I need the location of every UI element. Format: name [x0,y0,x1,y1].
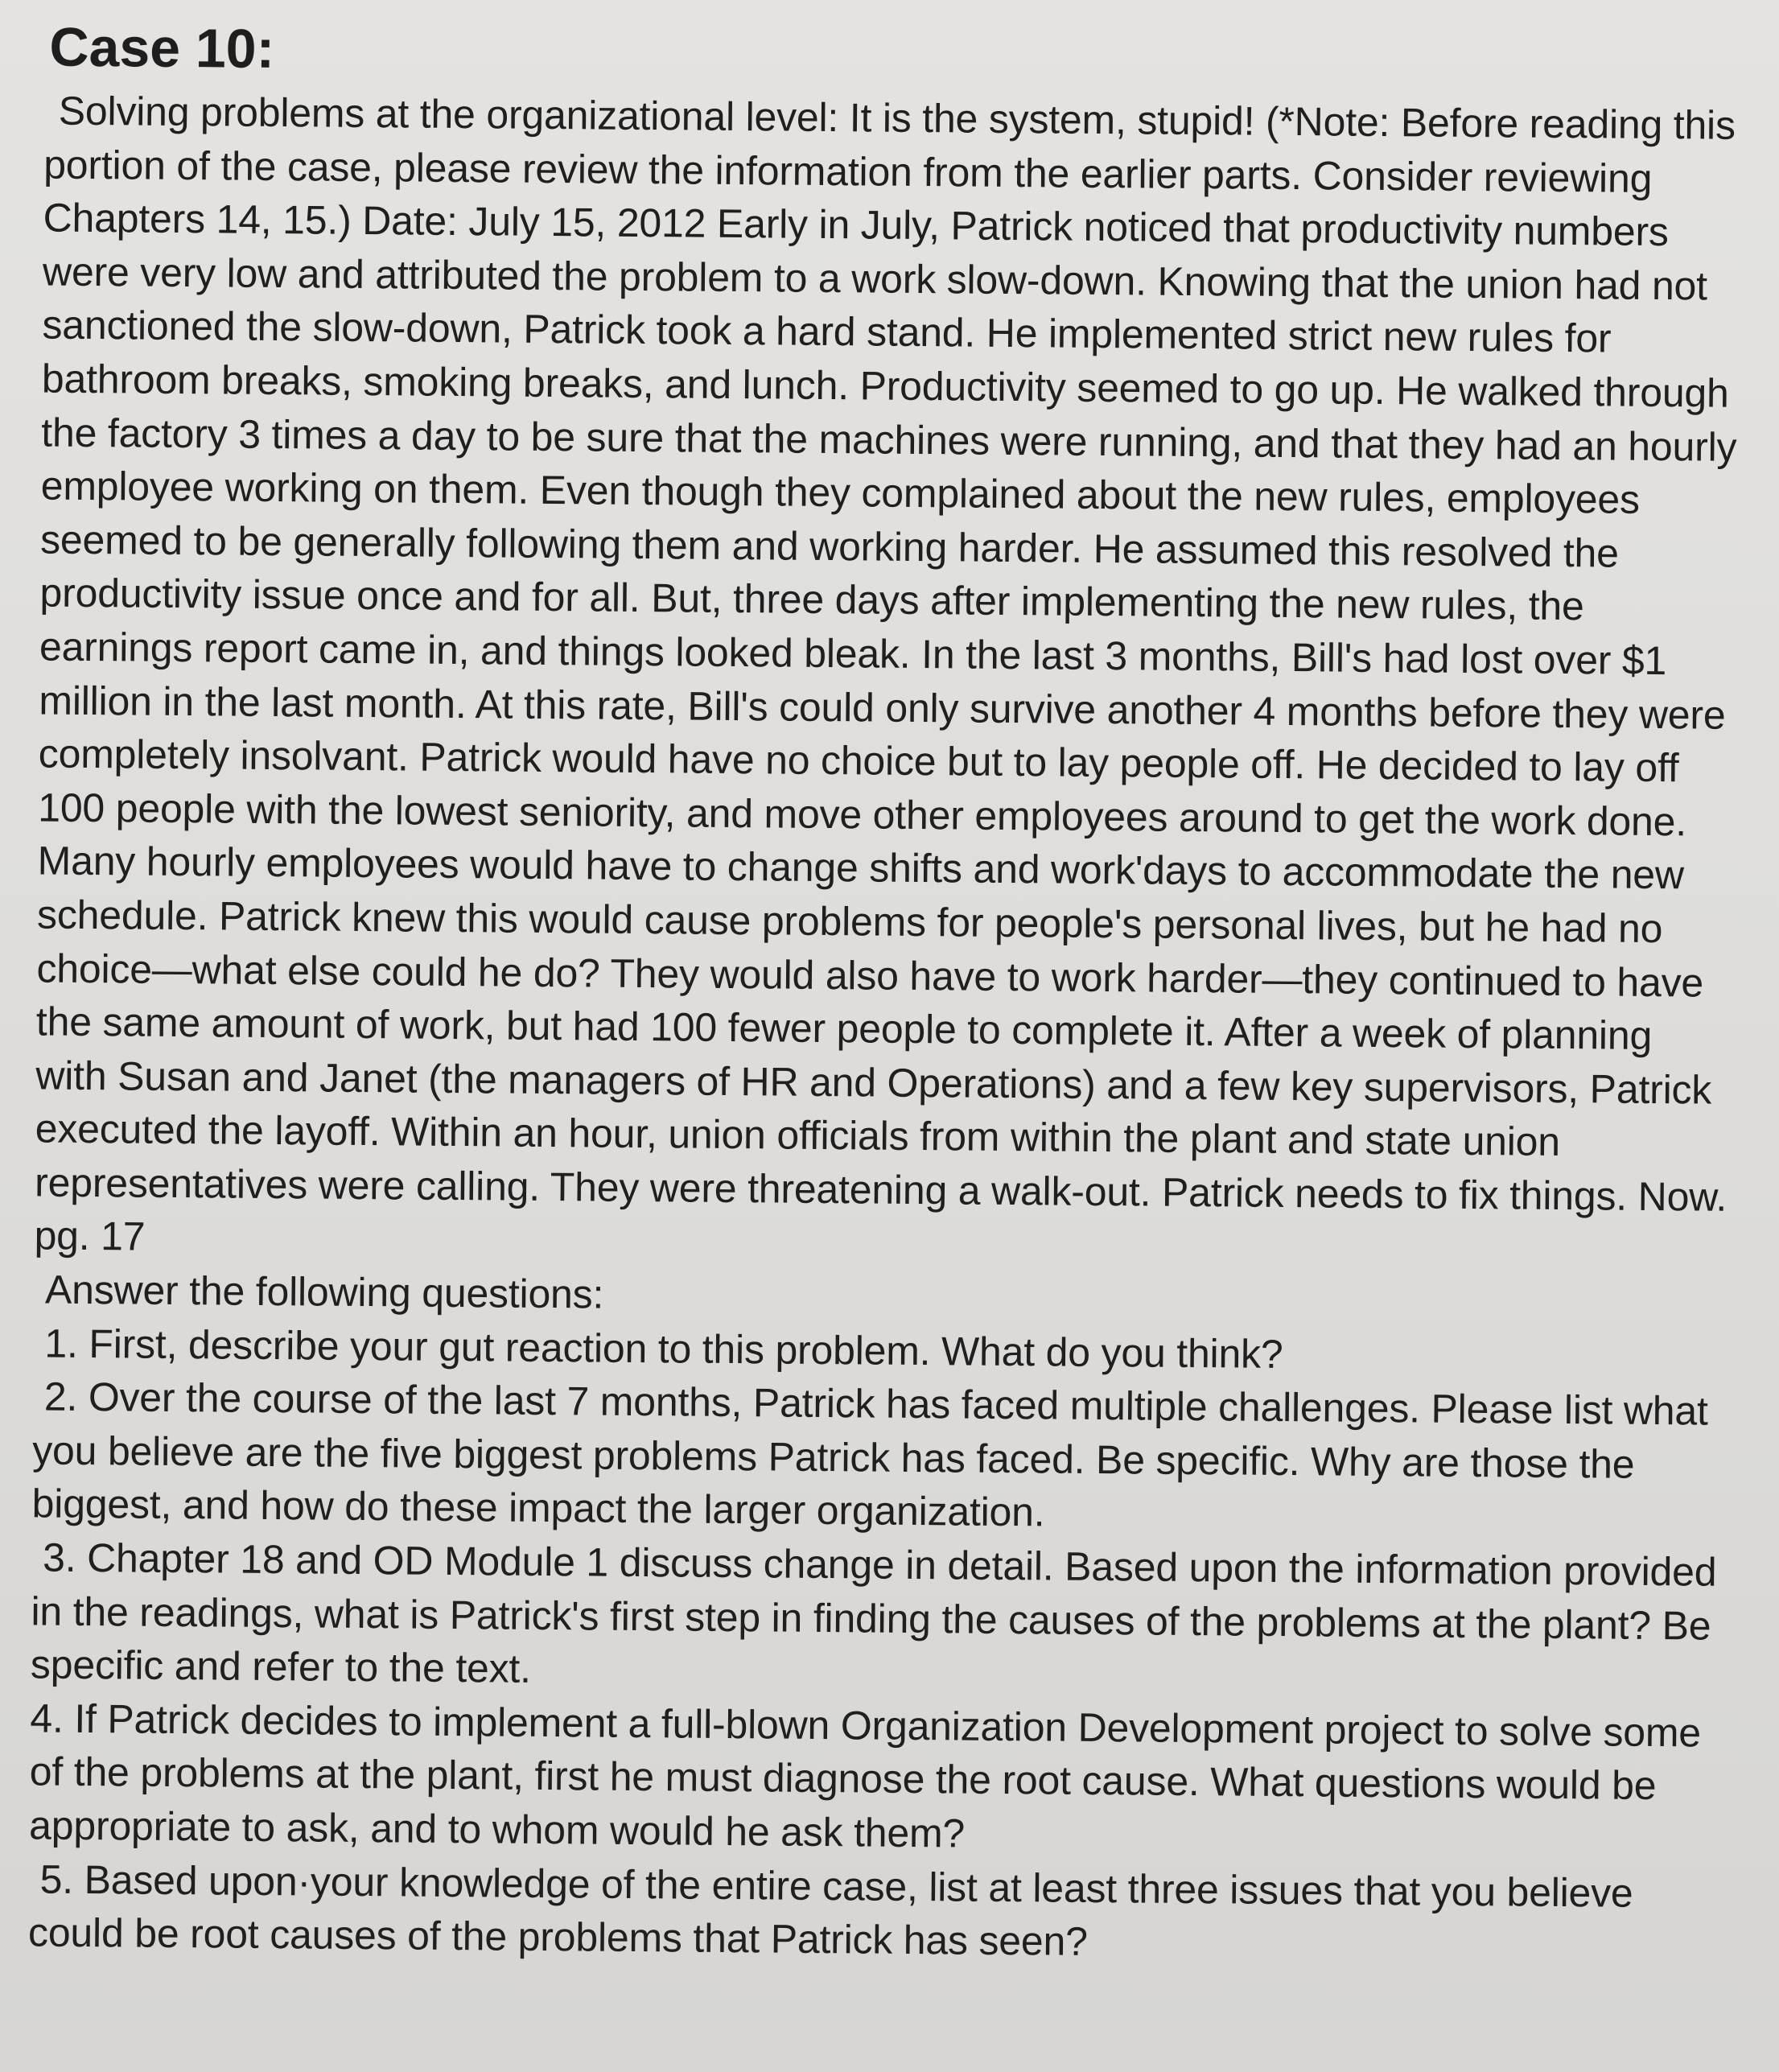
body-line: employee working on them. Even though they complained about the new rules, employees [40,463,1641,522]
question-line: 2. Over the course of the last 7 months, Patrick has faced multiple challenges. Please list what [43,1374,1708,1434]
body-line: 100 people with the lowest seniority, and move other employees around to get the work done. [38,785,1687,845]
question-line: you believe are the five biggest problems Patrick has faced. Be specific. Why are those the [32,1427,1635,1487]
body-line: Many hourly employees would have to change shifts and work'days to accommodate the new [37,838,1685,898]
question-line: of the problems at the plant, first he must diagnose the root cause. What questions would be [29,1749,1657,1809]
question-line: 4. If Patrick decides to implement a full-blown Organization Development project to solve some [30,1695,1702,1756]
body-line: sanctioned the slow-down, Patrick took a hard stand. He implemented strict new rules for [42,302,1612,361]
case-title: Case 10: [49,16,275,80]
question-line: biggest, and how do these impact the larger organization. [31,1481,1045,1535]
body-line: the factory 3 times a day to be sure that the machines were running, and that they had an hourly [41,410,1737,470]
body-line: productivity issue once and for all. But, three days after implementing the new rules, the [39,570,1584,629]
body-line: choice—what else could he do? They would also have to work harder—they continued to have [36,945,1704,1006]
case-body [28,84,1766,1974]
question-line: in the readings, what is Patrick's first step in finding the causes of the problems at the plant? Be [31,1588,1711,1649]
body-line: portion of the case, please review the information from the earlier parts. Consider reviewing [43,142,1653,201]
question-line: 5. Based upon·your knowledge of the entire case, list at least three issues that you believe [39,1856,1633,1916]
questions-intro: Answer the following questions: [44,1267,604,1317]
body-line: the same amount of work, but had 100 fewer people to complete it. After a week of planning [35,999,1653,1059]
body-line: executed the layoff. Within an hour, union officials from within the plant and state union [35,1106,1561,1165]
body-line: earnings report came in, and things looked bleak. In the last 3 months, Bill's had lost over $1 [39,624,1667,684]
body-line: schedule. Patrick knew this would cause problems for people's personal lives, but he had no [36,892,1663,951]
question-line: 3. Chapter 18 and OD Module 1 discuss change in detail. Based upon the information provided [42,1534,1717,1595]
body-line: with Susan and Janet (the managers of HR and Operations) and a few key supervisors, Patrick [35,1052,1712,1113]
page-reference: pg. 17 [34,1213,146,1260]
question-line: specific and refer to the text. [30,1642,532,1692]
body-line: million in the last month. At this rate, Bill's could only survive another 4 months before they were [39,677,1726,738]
body-line: seemed to be generally following them and working harder. He assumed this resolved the [39,517,1620,576]
question-line: appropriate to ask, and to whom would he ask them? [28,1802,966,1856]
body-line: completely insolvant. Patrick would have no choice but to lay people off. He decided to lay off [38,731,1679,791]
body-line: Solving problems at the organizational level: It is the system, stupid! (*Note: Before reading this [58,88,1736,148]
question-line: could be root causes of the problems that Patrick has seen? [27,1909,1088,1965]
body-line: were very low and attributed the problem to a work slow-down. Knowing that the union had not [42,249,1708,309]
body-line: representatives were calling. They were threatening a walk-out. Patrick needs to fix things. Now. [34,1160,1728,1220]
question-line: 1. First, describe your gut reaction to this problem. What do you think? [44,1320,1283,1377]
body-line: Chapters 14, 15.) Date: July 15, 2012 Early in July, Patrick noticed that productivity numbers [43,195,1669,255]
body-line: bathroom breaks, smoking breaks, and lunch. Productivity seemed to go up. He walked through [41,356,1729,416]
